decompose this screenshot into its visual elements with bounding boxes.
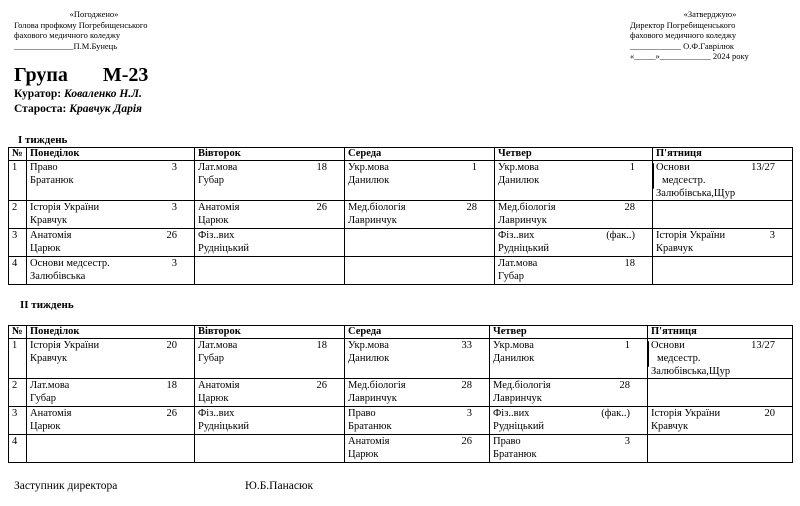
room-number: 3 — [171, 202, 177, 213]
teacher-name: Братанюк — [348, 421, 392, 432]
subject-name: Анатомія — [30, 230, 72, 241]
room-number: 26 — [166, 408, 177, 419]
room-number: 3 — [171, 258, 177, 269]
lesson-cell — [345, 379, 490, 407]
column-header: № — [9, 148, 27, 161]
lesson-cell — [27, 407, 195, 435]
room-number: 28 — [624, 202, 635, 213]
lesson-number: 2 — [9, 201, 27, 229]
lesson-cell — [653, 229, 793, 257]
bracket-mark — [653, 163, 654, 189]
lesson-cell — [195, 229, 345, 257]
teacher-name: Рудніцький — [198, 243, 250, 254]
room-number: 18 — [624, 258, 635, 269]
room-number: 1 — [624, 340, 630, 351]
lesson-number: 2 — [9, 379, 27, 407]
subject-name: Мед.біологія — [348, 202, 406, 213]
subject-name: Мед.біологія — [348, 380, 406, 391]
lesson-line — [30, 257, 191, 270]
approval-block-right — [630, 9, 790, 62]
week2-timetable — [8, 325, 793, 463]
room-number: 1 — [629, 162, 635, 173]
lesson-line — [30, 379, 191, 392]
lesson-cell — [345, 407, 490, 435]
table-row — [9, 201, 793, 229]
subject-name: Фіз..вих — [493, 408, 530, 419]
subject-name: Укр.мова — [348, 162, 389, 173]
approval-title: «Затверджую» — [683, 9, 737, 19]
room-number: 28 — [466, 202, 477, 213]
lesson-cell — [653, 161, 793, 201]
subject-name: Фіз..вих — [198, 230, 235, 241]
teacher-name: медсестр. — [657, 353, 701, 364]
group-title: Група М-23 — [14, 64, 149, 86]
lesson-line — [198, 201, 341, 214]
teacher-name: Кравчук — [30, 353, 68, 364]
room-number: 3 — [466, 408, 472, 419]
column-header: Середа — [345, 148, 495, 161]
table-row — [9, 229, 793, 257]
teacher-name: Рудніцький — [498, 243, 550, 254]
curator-line — [14, 88, 142, 100]
lesson-cell — [27, 201, 195, 229]
teacher-name: Лавринчук — [498, 215, 547, 226]
teacher-name: Губар — [198, 175, 225, 186]
approval-line: Директор Погребищенського — [630, 19, 736, 30]
week1-title: I тиждень — [18, 134, 68, 146]
lesson-number: 4 — [9, 435, 27, 463]
subject-name: Основи медсестр. — [30, 258, 110, 269]
teacher-name: Царюк — [30, 421, 61, 432]
teacher-name: Лавринчук — [348, 215, 397, 226]
lesson-line — [651, 339, 789, 352]
room-number: 33 — [461, 340, 472, 351]
lesson-line — [498, 257, 649, 270]
lesson-line — [198, 161, 341, 174]
room-number: 28 — [461, 380, 472, 391]
lesson-line — [656, 229, 789, 242]
subject-name: Лат.мова — [30, 380, 70, 391]
subject-name: Анатомія — [198, 380, 240, 391]
approval-signature: ____________ О.Ф.Гаврілюк — [630, 40, 735, 51]
lesson-cell — [345, 229, 495, 257]
room-number: 26 — [461, 436, 472, 447]
teacher-name: Данилюк — [498, 175, 540, 186]
room-number: 18 — [166, 380, 177, 391]
table-row — [9, 257, 793, 285]
room-number: 18 — [316, 340, 327, 351]
table-header-row — [9, 148, 793, 161]
room-number: 26 — [166, 230, 177, 241]
timetable-body — [9, 339, 793, 463]
lesson-line — [651, 407, 789, 420]
column-header: Четвер — [495, 148, 653, 161]
lesson-number: 3 — [9, 229, 27, 257]
subject-name: Право — [348, 408, 376, 419]
starosta-label: Староста: — [14, 103, 67, 115]
teacher-name: Лавринчук — [348, 393, 397, 404]
lesson-cell — [195, 379, 345, 407]
teacher-name: Губар — [498, 271, 525, 282]
lesson-number: 1 — [9, 161, 27, 201]
lesson-cell — [195, 161, 345, 201]
subject-name: Мед.біологія — [498, 202, 556, 213]
lesson-line — [498, 161, 649, 174]
room-number: 3 — [769, 230, 775, 241]
lesson-cell — [195, 201, 345, 229]
approval-line: фахового медичного коледжу — [14, 30, 121, 40]
room-number: 13/27 — [751, 162, 775, 173]
lesson-cell — [195, 257, 345, 285]
teacher-name: Братанюк — [493, 449, 537, 460]
lesson-cell — [490, 339, 648, 379]
table-row — [9, 435, 793, 463]
lesson-cell — [495, 257, 653, 285]
lesson-line — [493, 379, 644, 392]
lesson-line — [198, 407, 341, 420]
column-header: П'ятниця — [648, 326, 793, 339]
lesson-cell — [345, 339, 490, 379]
subject-name: Історія України — [651, 408, 721, 419]
lesson-cell — [490, 407, 648, 435]
subject-name: Право — [30, 162, 58, 173]
subject-name: Право — [493, 436, 521, 447]
column-header: Середа — [345, 326, 490, 339]
lesson-line — [30, 339, 191, 352]
lesson-cell — [490, 435, 648, 463]
approval-block-left — [14, 9, 174, 51]
curator-name: Коваленко Н.Л. — [64, 88, 142, 100]
starosta-line — [14, 103, 142, 115]
room-number: (фак..) — [606, 230, 635, 241]
subject-name: Укр.мова — [348, 340, 389, 351]
column-header: Вівторок — [195, 326, 345, 339]
lesson-line — [198, 229, 341, 242]
lesson-cell — [653, 257, 793, 285]
lesson-cell — [648, 407, 793, 435]
subject-name: Мед.біологія — [493, 380, 551, 391]
lesson-line — [493, 339, 644, 352]
subject-name: Лат.мова — [198, 340, 238, 351]
lesson-line — [30, 201, 191, 214]
room-number: 3 — [171, 162, 177, 173]
lesson-cell — [495, 161, 653, 201]
lesson-cell — [27, 229, 195, 257]
lesson-cell — [27, 435, 195, 463]
lesson-cell — [495, 229, 653, 257]
lesson-cell — [27, 379, 195, 407]
lesson-line — [348, 379, 486, 392]
lesson-line — [348, 161, 491, 174]
lesson-cell — [195, 407, 345, 435]
teacher-name: Кравчук — [656, 243, 694, 254]
subject-name: Анатомія — [348, 436, 390, 447]
subject-name: Основи — [656, 162, 690, 173]
room-number: 1 — [471, 162, 477, 173]
table-row — [9, 379, 793, 407]
lesson-line — [348, 339, 486, 352]
lesson-line — [30, 161, 191, 174]
room-number: 20 — [764, 408, 775, 419]
lesson-line — [656, 161, 789, 174]
teacher-names-extra: Залюбівська,Щур — [656, 188, 736, 199]
teacher-name: Залюбівська — [30, 271, 86, 282]
footer-role: Заступник директора — [14, 480, 118, 492]
teacher-name: Рудніцький — [198, 421, 250, 432]
lesson-cell — [27, 339, 195, 379]
column-header: № — [9, 326, 27, 339]
lesson-cell — [27, 257, 195, 285]
lesson-cell — [345, 161, 495, 201]
subject-name: Лат.мова — [498, 258, 538, 269]
starosta-name: Кравчук Дарія — [69, 103, 142, 115]
subject-name: Історія України — [30, 202, 100, 213]
teacher-name: Кравчук — [651, 421, 689, 432]
lesson-line — [30, 229, 191, 242]
teacher-names-extra: Залюбівська,Щур — [651, 366, 731, 377]
teacher-name: Царюк — [30, 243, 61, 254]
lesson-cell — [195, 339, 345, 379]
lesson-cell — [653, 201, 793, 229]
week1-timetable — [8, 147, 793, 285]
column-header: Четвер — [490, 326, 648, 339]
teacher-name: Рудніцький — [493, 421, 545, 432]
lesson-cell — [648, 339, 793, 379]
approval-date: «_____»____________ 2024 року — [630, 51, 749, 61]
lesson-line — [348, 201, 491, 214]
approval-signature: ______________П.М.Бунець — [14, 40, 118, 51]
column-header: Понеділок — [27, 148, 195, 161]
teacher-name: Царюк — [198, 215, 229, 226]
approval-line: Голова профкому Погребищенського — [14, 19, 148, 30]
lesson-cell — [648, 435, 793, 463]
lesson-line — [198, 379, 341, 392]
bracket-mark — [648, 341, 649, 367]
teacher-name: Царюк — [348, 449, 379, 460]
teacher-name: медсестр. — [662, 175, 706, 186]
room-number: 20 — [166, 340, 177, 351]
teacher-name: Царюк — [198, 393, 229, 404]
lesson-number: 3 — [9, 407, 27, 435]
lesson-cell — [345, 201, 495, 229]
lesson-cell — [195, 435, 345, 463]
lesson-line — [348, 407, 486, 420]
lesson-line — [498, 201, 649, 214]
week2-title: II тиждень — [20, 299, 74, 311]
teacher-name: Губар — [30, 393, 57, 404]
lesson-cell — [345, 257, 495, 285]
table-row — [9, 161, 793, 201]
subject-name: Фіз..вих — [198, 408, 235, 419]
footer-name: Ю.Б.Панасюк — [245, 480, 314, 492]
table-row — [9, 407, 793, 435]
room-number: 26 — [316, 380, 327, 391]
subject-name: Основи — [651, 340, 685, 351]
room-number: 13/27 — [751, 340, 775, 351]
room-number: (фак..) — [601, 408, 630, 419]
lesson-number: 4 — [9, 257, 27, 285]
curator-label: Куратор: — [14, 88, 62, 100]
teacher-name: Губар — [198, 353, 225, 364]
column-header: П'ятниця — [653, 148, 793, 161]
subject-name: Укр.мова — [493, 340, 534, 351]
teacher-name: Кравчук — [30, 215, 68, 226]
lesson-cell — [495, 201, 653, 229]
subject-name: Фіз..вих — [498, 230, 535, 241]
approval-title: «Погоджено» — [69, 9, 119, 19]
lesson-line — [498, 229, 649, 242]
room-number: 26 — [316, 202, 327, 213]
lesson-cell — [345, 435, 490, 463]
lesson-line — [30, 407, 191, 420]
teacher-name: Данилюк — [493, 353, 535, 364]
lesson-line — [493, 435, 644, 448]
lesson-line — [493, 407, 644, 420]
table-row — [9, 339, 793, 379]
lesson-line — [348, 435, 486, 448]
table-header-row — [9, 326, 793, 339]
teacher-name: Данилюк — [348, 175, 390, 186]
teacher-name: Лавринчук — [493, 393, 542, 404]
timetable-body — [9, 161, 793, 285]
lesson-number: 1 — [9, 339, 27, 379]
subject-name: Анатомія — [30, 408, 72, 419]
subject-name: Історія України — [30, 340, 100, 351]
lesson-cell — [648, 379, 793, 407]
approval-line: фахового медичного коледжу — [630, 30, 737, 40]
column-header: Вівторок — [195, 148, 345, 161]
subject-name: Анатомія — [198, 202, 240, 213]
teacher-name: Данилюк — [348, 353, 390, 364]
subject-name: Укр.мова — [498, 162, 539, 173]
room-number: 3 — [624, 436, 630, 447]
subject-name: Лат.мова — [198, 162, 238, 173]
subject-name: Історія України — [656, 230, 726, 241]
lesson-line — [198, 339, 341, 352]
teacher-name: Братанюк — [30, 175, 74, 186]
room-number: 18 — [316, 162, 327, 173]
room-number: 28 — [619, 380, 630, 391]
lesson-cell — [490, 379, 648, 407]
column-header: Понеділок — [27, 326, 195, 339]
lesson-cell — [27, 161, 195, 201]
